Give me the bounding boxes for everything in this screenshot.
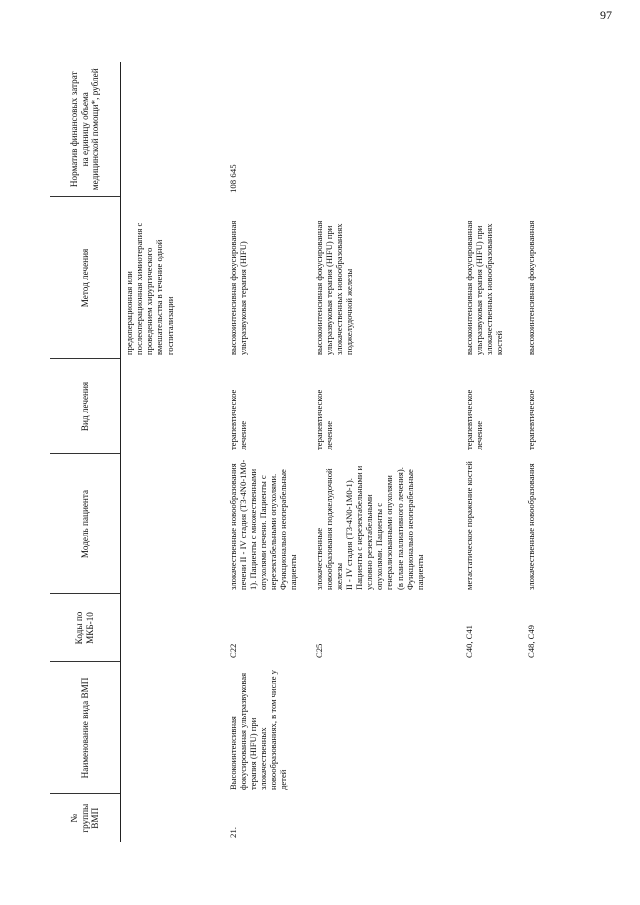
cell-patient-model: злокачественные новообразования bbox=[525, 463, 536, 590]
rotated-table-page bbox=[50, 62, 590, 842]
cell-treatment-type: терапевтическое лечение bbox=[313, 389, 334, 450]
cell-patient-model: метастатическое поражение костей bbox=[463, 461, 474, 590]
cell-treatment-type: терапевтическое лечение bbox=[227, 389, 248, 450]
cell-treatment-type: терапевтическое лечение bbox=[463, 389, 484, 450]
cell-treatment-type: терапевтическое bbox=[525, 389, 536, 450]
header-patient-model: Модель пациента bbox=[50, 454, 121, 594]
cell-name bbox=[523, 662, 539, 794]
cell-patient-model bbox=[121, 454, 225, 594]
cell-cost bbox=[121, 62, 225, 197]
cell-method: высокоинтенсивная фокусированная ультразвуковая терапия (HIFU) при злокачественных новообразованиях поджелудочной железы bbox=[313, 220, 354, 355]
cell-patient-model: злокачественные новообразования печени II - IV стадия (T3-4N0-1M0- 1). Пациенты с множественными опухолями печени. Пациенты с нерезектабельными опухолями. Функционально неоперабельные пациенты bbox=[227, 459, 299, 590]
cell-group-no bbox=[121, 794, 225, 842]
cell-group-no: 21. bbox=[227, 827, 238, 838]
cell-name bbox=[121, 662, 225, 794]
cell-cost bbox=[461, 62, 523, 197]
cell-icd-codes: C48, C49 bbox=[525, 625, 536, 658]
cell-cost bbox=[523, 62, 539, 197]
cell-cost bbox=[311, 62, 461, 197]
table-row bbox=[121, 62, 225, 842]
cell-method: высокоинтенсивная фокусированная bbox=[525, 220, 536, 355]
cell-icd-codes: C25 bbox=[313, 643, 324, 658]
cell-icd-codes bbox=[121, 594, 225, 662]
header-name: Наименование вида ВМП bbox=[50, 662, 121, 794]
table-row bbox=[225, 62, 311, 842]
cell-icd-codes: C22 bbox=[227, 643, 238, 658]
cell-cost: 108 645 bbox=[227, 164, 238, 193]
cell-method: предоперационная или послеоперационная химиотерапия с проведением хирургического вмешательства в течение одной госпитализации bbox=[124, 222, 175, 355]
cell-patient-model: злокачественные новообразования поджелудочной железы II - IV стадия (T3-4N0-1M0-1). Пациенты с нерезектабельными и условно резектабельными опухолями. Пациенты с генерализованными опухолями (в плане паллиативного лечения). Функционально неоперабельные пациенты bbox=[313, 465, 425, 590]
header-icd-codes: Коды по МКБ-10 bbox=[50, 594, 121, 662]
header-group-no: № группы ВМП bbox=[50, 794, 121, 842]
table-row bbox=[523, 62, 539, 842]
cell-method: высокоинтенсивная фокусированная ультразвуковая терапия (HIFU) bbox=[227, 220, 248, 355]
header-method: Метод лечения bbox=[50, 197, 121, 359]
header-cost: Норматив финансовых затрат на единицу объема медицинской помощи*, рублей bbox=[50, 62, 121, 197]
cell-group-no bbox=[311, 794, 461, 842]
header-treatment-type: Вид лечения bbox=[50, 359, 121, 454]
cell-group-no bbox=[523, 794, 539, 842]
cell-treatment-type bbox=[121, 359, 225, 454]
cell-icd-codes: C40, C41 bbox=[463, 625, 474, 658]
table-header-row bbox=[50, 62, 121, 842]
cell-name bbox=[461, 662, 523, 794]
cell-group-no bbox=[461, 794, 523, 842]
page-number: 97 bbox=[600, 8, 612, 22]
table-row bbox=[311, 62, 461, 842]
cell-name bbox=[311, 662, 461, 794]
cell-name: Высокоинтенсивная фокусированная ультразвуковая терапия (HIFU) при злокачественных новообразованиях, в том числе у детей bbox=[227, 670, 289, 790]
table-row bbox=[461, 62, 523, 842]
vmp-table bbox=[50, 62, 539, 842]
cell-method: высокоинтенсивная фокусированная ультразвуковая терапия (HIFU) при злокачественных новообразованиях костей bbox=[463, 220, 504, 355]
